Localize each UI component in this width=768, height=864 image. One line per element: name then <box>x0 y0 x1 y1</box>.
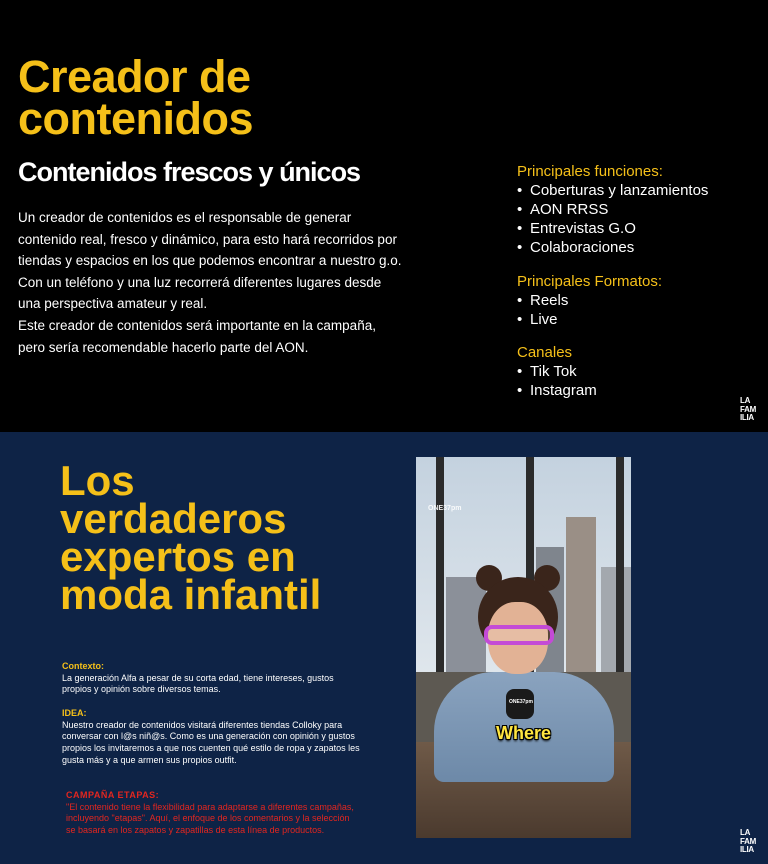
canales-heading: Canales <box>517 344 573 361</box>
contexto-text: La generación Alfa a pesar de su corta edad, tiene intereses, gustos propios y opinión sobre diversos temas. <box>62 672 334 695</box>
contexto-label: Contexto: <box>62 661 104 671</box>
slide1-subtitle: Contenidos frescos y únicos <box>18 157 361 187</box>
idea-text: Nuestro creador de contenidos visitará diferentes tiendas Colloky para conversar con l@s niñ@s. Como es una generación con opinión y gustos propios los invitaremos a que nos cuenten qué estilo de ropa y zapatos les gusta más y a que armen sus propios outfit. <box>62 719 360 765</box>
la-familia-logo: LA FAM ILIA <box>740 396 756 422</box>
la-familia-logo: LA FAM ILIA <box>740 828 756 854</box>
funciones-heading: Principales funciones: <box>517 163 663 180</box>
slide1-features <box>517 162 757 415</box>
formato-item: • Reels <box>517 291 757 310</box>
campana-block <box>66 790 356 837</box>
funcion-item: • AON RRSS <box>517 200 757 219</box>
slide1-title: Creador de contenidos <box>18 51 254 144</box>
mic-logo: ONE37pm <box>509 699 533 705</box>
canal-item: • Instagram <box>517 381 757 400</box>
contexto-block <box>62 661 362 696</box>
campana-label: CAMPAÑA ETAPAS: <box>66 790 160 800</box>
slide1-description <box>18 207 403 358</box>
funcion-item: • Entrevistas G.O <box>517 219 757 238</box>
funcion-item: • Colaboraciones <box>517 238 757 257</box>
canal-item: • Tik Tok <box>517 362 757 381</box>
slide2-title: Los verdaderos expertos en moda infantil <box>60 457 322 618</box>
description-paragraph: Con un teléfono y una luz recorrerá diferentes lugares desde una perspectiva amateur y real. <box>18 274 382 312</box>
interview-photo <box>416 457 631 838</box>
funciones-section <box>517 162 757 257</box>
campana-text: "El contenido tiene la flexibilidad para adaptarse a diferentes campañas, incluyendo "etapas". Aquí, el enfoque de los comentarios y la selección se basará en los zapatos y zapatillas de esta línea de productos. <box>66 801 354 836</box>
description-paragraph: Un creador de contenidos es el responsable de generar contenido real, fresco y dinámico, para esto hará recorridos por tiendas y espacios en los que podemos encontrar a nuestro g.o. <box>18 210 402 269</box>
formato-item: • Live <box>517 310 757 329</box>
description-paragraph: Este creador de contenidos será importante en la campaña, pero sería recomendable hacerlo parte del AON. <box>18 317 376 355</box>
video-caption: Where <box>495 723 551 743</box>
funcion-item: • Coberturas y lanzamientos <box>517 181 757 200</box>
formatos-heading: Principales Formatos: <box>517 273 663 290</box>
idea-label: IDEA: <box>62 708 87 718</box>
purple-glasses <box>484 625 554 645</box>
idea-block <box>62 708 362 767</box>
video-watermark: ONE37pm <box>428 505 462 512</box>
formatos-section <box>517 272 757 329</box>
slide-expertos-moda-infantil <box>0 432 768 864</box>
canales-section <box>517 343 757 400</box>
